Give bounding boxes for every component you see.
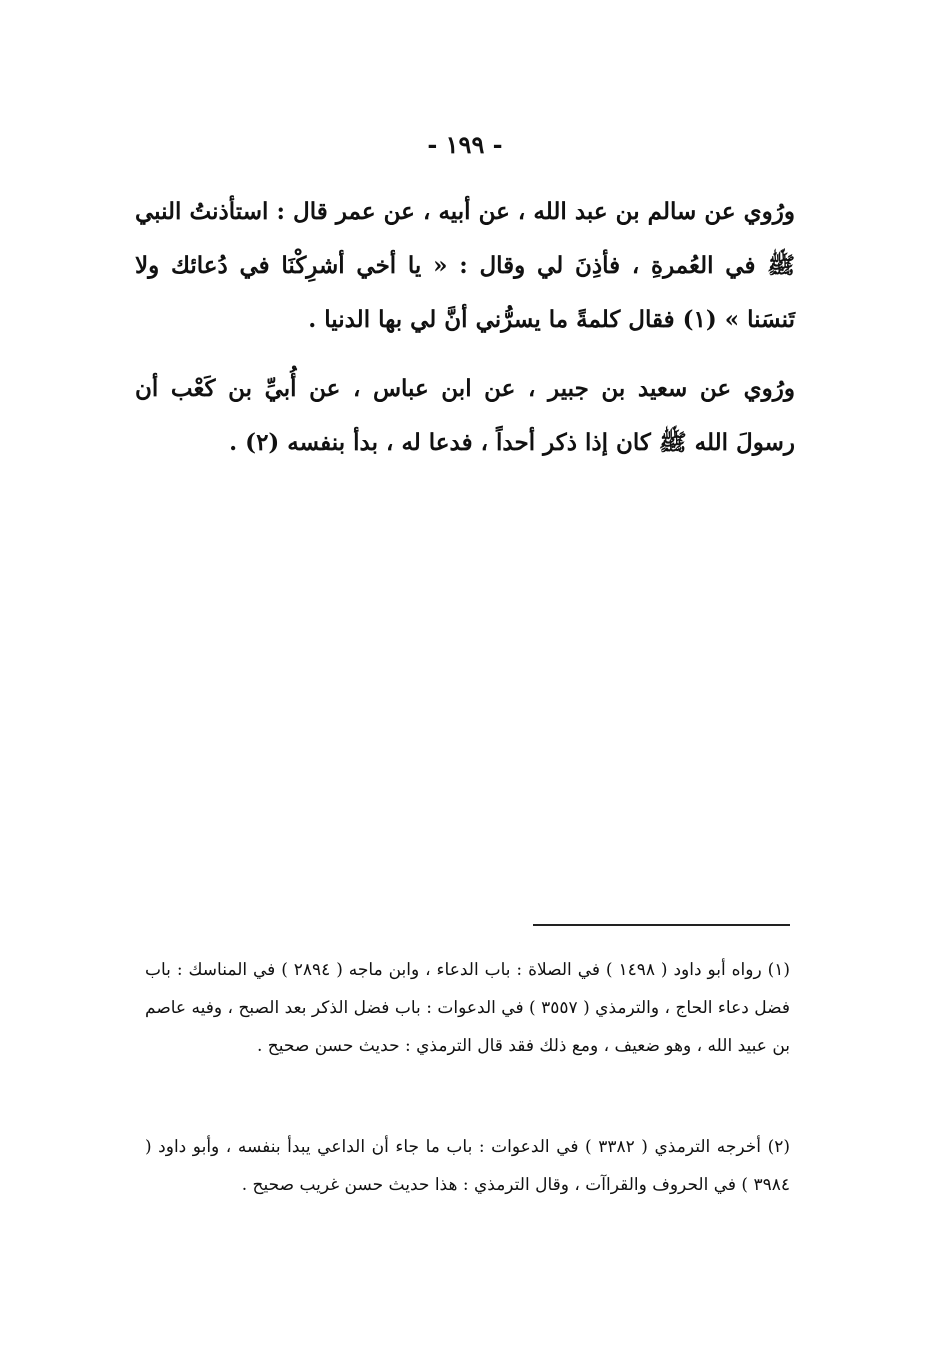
paragraph-text: ورُوي عن سعيد بن جبير ، عن ابن عباس ، عن أُبيِّ بن كَعْب أن رسولَ الله ﷺ كان إذا ذكر أحداً ، فدعا له ، بدأ بنفسه (٢) . [135, 375, 795, 456]
footnote-2 [145, 1128, 790, 1204]
paragraph-text: ورُوي عن سالم بن عبد الله ، عن أبيه ، عن عمر قال : استأذنتُ النبي ﷺ في العُمرةِ ، فأذِنَ لي وقال : « يا أخي أشرِكْنَا في دُعائك ولا تَنسَنا » (١) فقال كلمةً ما يسرُّني أنَّ لي بها الدنيا . [135, 198, 795, 333]
footnote-divider [533, 924, 790, 926]
main-paragraph-1 [135, 185, 795, 347]
main-paragraph-2 [135, 362, 795, 470]
footnote-text: (٢) أخرجه الترمذي ( ٣٣٨٢ ) في الدعوات : باب ما جاء أن الداعي يبدأ بنفسه ، وأبو داود ( ٣٩٨٤ ) في الحروف والقراآت ، وقال الترمذي : هذا حديث حسن غريب صحيح . [145, 1137, 790, 1195]
footnote-1 [145, 951, 790, 1065]
footnote-text: (١) رواه أبو داود ( ١٤٩٨ ) في الصلاة : باب الدعاء ، وابن ماجه ( ٢٨٩٤ ) في المناسك : باب فضل دعاء الحاج ، والترمذي ( ٣٥٥٧ ) في الدعوات : باب فضل الذكر بعد الصبح ، وفيه عاصم بن عبيد الله ، وهو ضعيف ، ومع ذلك فقد قال الترمذي : حديث حسن صحيح . [145, 960, 790, 1056]
page-number: - ١٩٩ - [427, 130, 503, 159]
